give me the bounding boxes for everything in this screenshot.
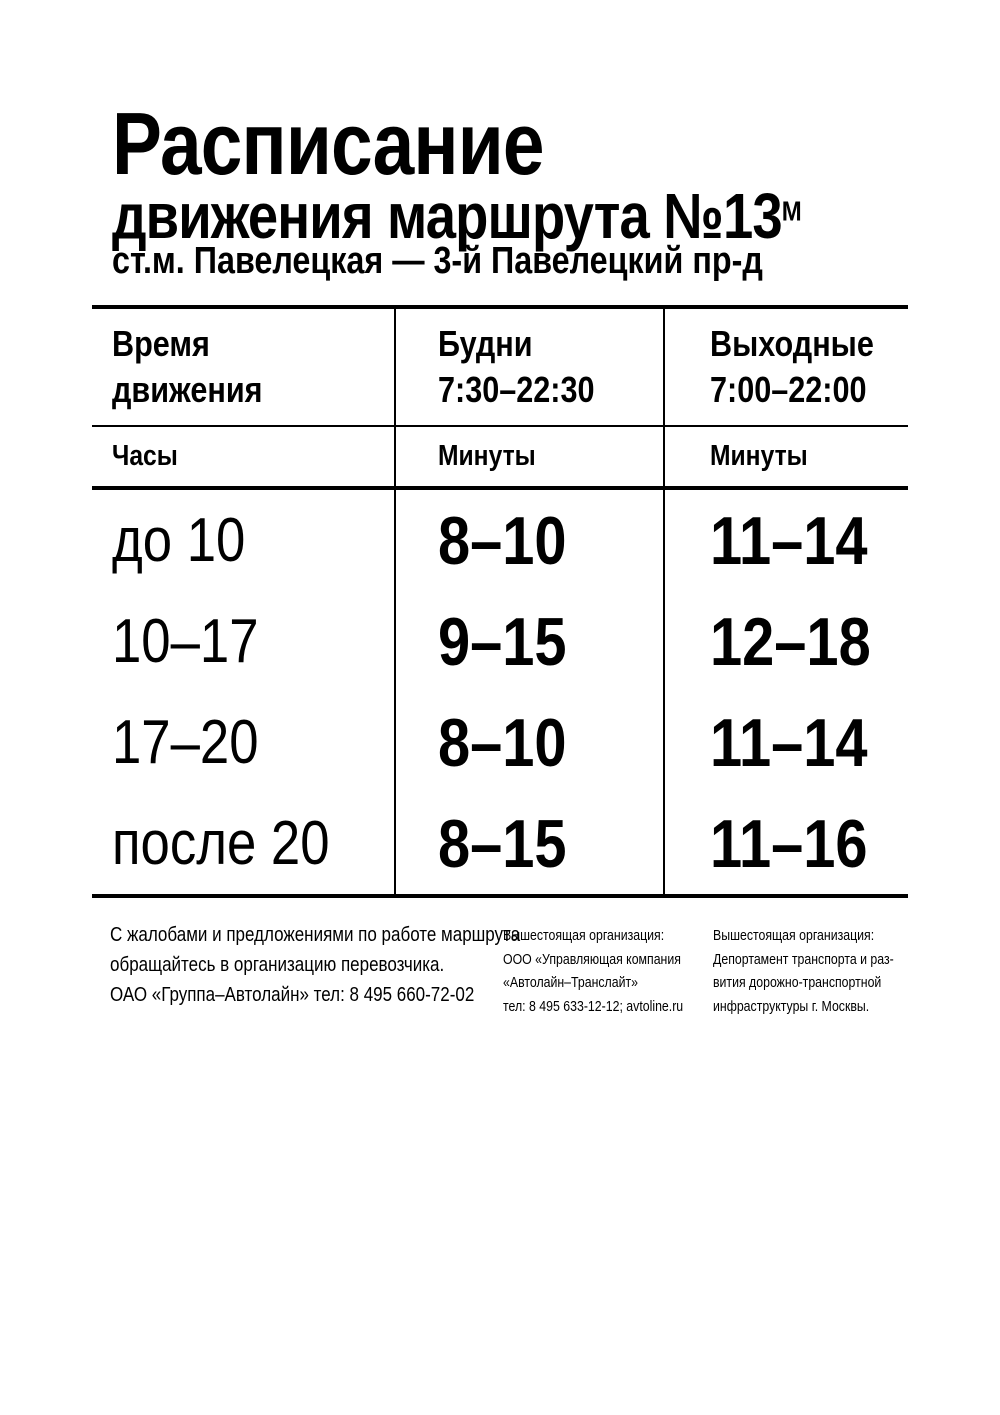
subheader-weekday-minutes-label: Минуты xyxy=(438,440,536,472)
cell-weekend-minutes-value: 12–18 xyxy=(710,603,871,680)
footer-org1-line: Вышестоящая организация: xyxy=(503,928,665,944)
page-title xyxy=(112,94,620,193)
cell-weekday-minutes xyxy=(394,692,663,793)
table-row xyxy=(92,793,908,894)
cell-weekday-minutes xyxy=(394,591,663,692)
route-number: движения маршрута №13 xyxy=(112,180,782,252)
col-header-weekends-hours-range: 7:00–22:00 xyxy=(710,369,867,410)
subheader-weekend-minutes-label: Минуты xyxy=(710,440,808,472)
cell-weekend-minutes-value: 11–14 xyxy=(710,502,868,579)
col-header-weekdays-hours-range: 7:30–22:30 xyxy=(438,369,595,410)
cell-weekend-minutes xyxy=(663,490,908,591)
table-subheader-row xyxy=(92,427,908,490)
col-header-weekends xyxy=(663,309,908,425)
cell-weekend-minutes-value: 11–16 xyxy=(710,805,868,882)
cell-weekday-minutes-value: 9–15 xyxy=(438,603,567,680)
cell-weekend-minutes xyxy=(663,793,908,894)
footer-carrier-line: обращайтесь в организацию перевозчика. xyxy=(110,954,445,976)
cell-weekend-minutes xyxy=(663,591,908,692)
footer-org1-line: тел: 8 495 633-12-12; avtoline.ru xyxy=(503,998,684,1015)
table-row xyxy=(92,490,908,591)
col-header-time-line1: Время xyxy=(112,323,210,364)
route-title xyxy=(112,180,923,252)
footer-org1-line: ООО «Управляющая компания xyxy=(503,951,681,968)
footer-parent-org-management xyxy=(503,925,708,1019)
table-row xyxy=(92,692,908,793)
col-header-weekends-label: Выходные xyxy=(710,323,874,364)
cell-weekday-minutes xyxy=(394,490,663,591)
footer-carrier-line: С жалобами и предложениями по работе маршрута xyxy=(110,924,521,946)
cell-hours-value: до 10 xyxy=(112,505,246,575)
schedule-table xyxy=(92,305,908,898)
footer-carrier-line: ОАО «Группа–Автолайн» тел: 8 495 660-72-02 xyxy=(110,984,475,1006)
page-title-text: Расписание xyxy=(112,94,544,193)
route-endpoints-text: ст.м. Павелецкая — 3-й Павелецкий пр-д xyxy=(112,240,763,282)
footer-org2-line: вития дорожно-транспортной xyxy=(713,975,882,991)
table-header-row xyxy=(92,309,908,427)
cell-weekend-minutes-value: 11–14 xyxy=(710,704,868,781)
table-row xyxy=(92,591,908,692)
footer-org2-line: инфраструктуры г. Москвы. xyxy=(713,998,870,1015)
footer-org1-line: «Автолайн–Транслайт» xyxy=(503,975,638,991)
cell-weekend-minutes xyxy=(663,692,908,793)
cell-weekday-minutes-value: 8–10 xyxy=(438,502,567,579)
route-title-text xyxy=(112,180,802,252)
cell-hours-value: 17–20 xyxy=(112,707,259,777)
col-header-time-line2: движения xyxy=(112,369,263,410)
subheader-weekday-minutes xyxy=(394,427,663,486)
route-endpoints xyxy=(112,242,878,280)
subheader-weekend-minutes xyxy=(663,427,908,486)
cell-weekday-minutes-value: 8–10 xyxy=(438,704,567,781)
cell-hours xyxy=(92,793,394,894)
col-header-weekdays-label: Будни xyxy=(438,323,533,364)
col-header-time xyxy=(92,309,394,425)
footer-carrier-info xyxy=(110,920,520,1010)
footer-org2-line: Депортамент транспорта и раз- xyxy=(713,951,894,968)
cell-hours-value: 10–17 xyxy=(112,606,259,676)
route-number-suffix: М xyxy=(781,195,802,227)
cell-hours xyxy=(92,692,394,793)
col-header-weekdays xyxy=(394,309,663,425)
footer-org2-line: Вышестоящая организация: xyxy=(713,928,875,944)
cell-hours xyxy=(92,591,394,692)
cell-weekday-minutes-value: 8–15 xyxy=(438,805,567,882)
subheader-hours-label: Часы xyxy=(112,440,178,472)
cell-hours xyxy=(92,490,394,591)
footer-parent-org-department xyxy=(713,925,918,1019)
cell-hours-value: после 20 xyxy=(112,808,330,878)
subheader-hours xyxy=(92,427,394,486)
cell-weekday-minutes xyxy=(394,793,663,894)
